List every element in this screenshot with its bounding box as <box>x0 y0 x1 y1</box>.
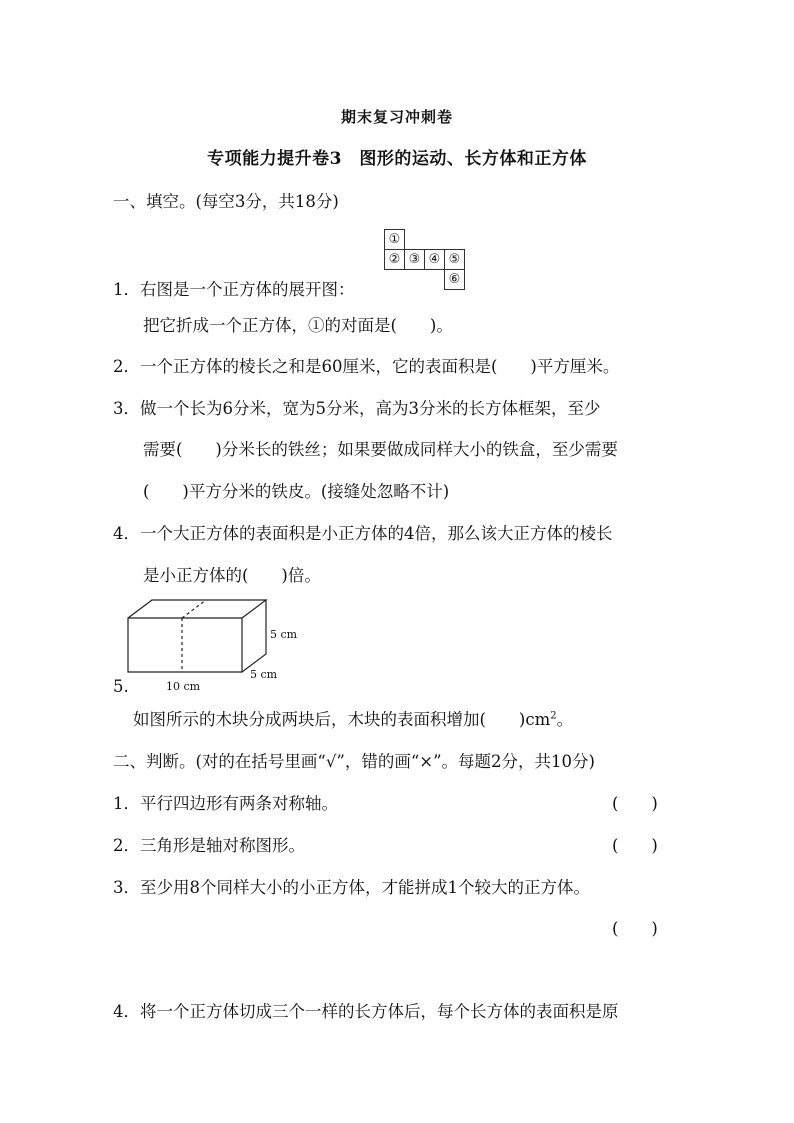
q3-line1: 3．做一个长为6分米，宽为5分米，高为3分米的长方体框架，至少 <box>113 399 601 418</box>
q4-line2: 是小正方体的( )倍。 <box>143 566 321 585</box>
cuboid-side-face <box>242 600 266 672</box>
q5-text <box>133 709 573 731</box>
net-cell-5: ⑤ <box>444 249 465 270</box>
net-cell-2: ② <box>384 249 405 270</box>
q1-line1: 1．右图是一个正方体的展开图： <box>113 280 355 299</box>
j2-answer-paren[interactable]: ( ) <box>612 836 658 855</box>
net-cell-1: ① <box>384 229 405 250</box>
q3-line2: 需要( )分米长的铁丝；如果要做成同样大小的铁盒，至少需要 <box>143 440 618 459</box>
cut-line-top <box>182 600 206 618</box>
net-cell-3: ③ <box>404 249 425 270</box>
j3-answer-paren[interactable]: ( ) <box>612 919 658 938</box>
q5-end: 。 <box>556 710 574 729</box>
q5-body: 如图所示的木块分成两块后，木块的表面积增加( )cm <box>133 710 551 729</box>
label-length: 10 cm <box>166 680 201 693</box>
exam-title: 期末复习冲刺卷 <box>340 108 453 126</box>
j1-text: 1．平行四边形有两条对称轴。 <box>113 794 338 813</box>
q5-number: 5. <box>113 677 129 696</box>
j4-text: 4．将一个正方体切成三个一样的长方体后，每个长方体的表面积是原 <box>113 1002 619 1021</box>
cuboid-top-face <box>128 600 266 618</box>
q5-superscript: 2 <box>550 710 557 722</box>
j3-text: 3．至少用8个同样大小的小正方体，才能拼成1个较大的正方体。 <box>113 878 590 897</box>
q4-line1: 4．一个大正方体的表面积是小正方体的4倍，那么该大正方体的棱长 <box>113 524 613 543</box>
cuboid-figure <box>110 596 420 696</box>
j2-text: 2．三角形是轴对称图形。 <box>113 836 305 855</box>
net-cell-6: ⑥ <box>444 269 465 290</box>
exam-subtitle: 专项能力提升卷3 图形的运动、长方体和正方体 <box>207 149 587 169</box>
section1-heading: 一、填空。(每空3分，共18分) <box>113 192 339 211</box>
label-depth: 5 cm <box>250 668 278 681</box>
cuboid-front-face <box>128 618 242 672</box>
j1-answer-paren[interactable]: ( ) <box>612 794 658 813</box>
q2-text: 2．一个正方体的棱长之和是60厘米，它的表面积是( )平方厘米。 <box>113 357 620 376</box>
q3-line3: ( )平方分米的铁皮。(接缝处忽略不计) <box>143 482 450 501</box>
label-height: 5 cm <box>270 628 298 641</box>
section2-heading: 二、判断。(对的在括号里画“√”，错的画“×”。每题2分，共10分) <box>113 752 595 771</box>
q1-line2: 把它折成一个正方体，①的对面是( )。 <box>143 316 453 335</box>
net-cell-4: ④ <box>424 249 445 270</box>
